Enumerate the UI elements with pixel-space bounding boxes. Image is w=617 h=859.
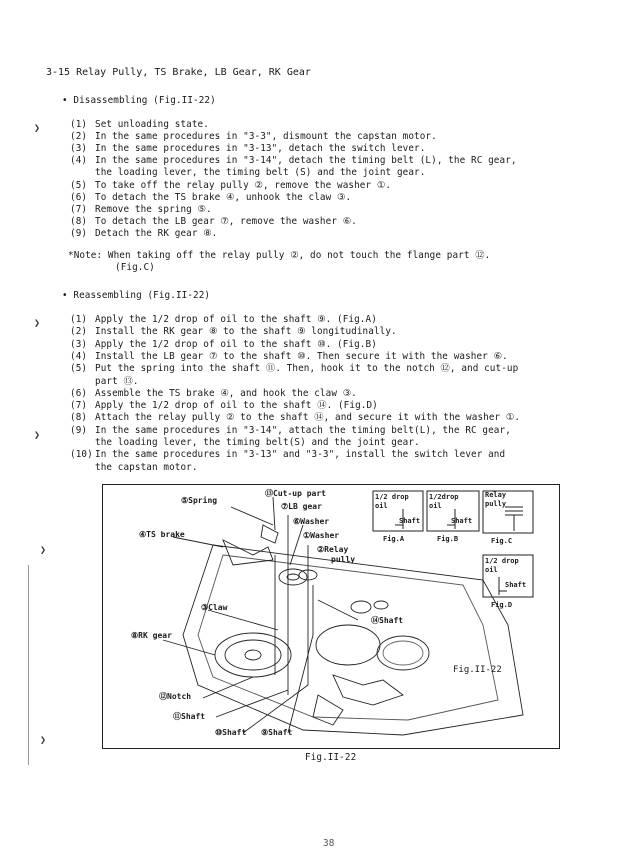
step-number: (6) (70, 191, 88, 203)
step-text: Put the spring into the shaft ⑪. Then, hook it to the notch ⑫, and cut-up (95, 363, 519, 375)
reassembling-title: • Reassembling (Fig.II-22) (62, 290, 211, 301)
step-text: To take off the relay pully ②, remove the washer ①. (95, 179, 392, 191)
margin-mark: ❯ (34, 318, 41, 329)
step-text: In the same procedures in "3-14", detach the timing belt (L), the RC gear, (95, 155, 517, 167)
step-text: In the same procedures in "3-13", detach the switch lever. (95, 143, 426, 155)
step-number: (6) (70, 387, 88, 399)
label-rk-gear: ⑧RK gear (131, 631, 172, 640)
fig-a-shaft: Shaft (399, 517, 421, 525)
step-number: (1) (70, 314, 88, 325)
fig-c-caption: Fig.C (491, 537, 513, 545)
step-text: In the same procedures in "3-14", attach the timing belt(L), the RC gear, (95, 424, 511, 436)
section-heading: 3-15 Relay Pully, TS Brake, LB Gear, RK Gear (46, 67, 311, 78)
fig-b-caption: Fig.B (437, 535, 459, 543)
step-number: (9) (70, 227, 88, 239)
step-text: the capstan motor. (95, 461, 198, 473)
disassembling-note: *Note: When taking off the relay pully ②, do not touch the flange part ⑫. (68, 250, 491, 261)
label-notch: ⑫Notch (159, 692, 192, 701)
step-text: Attach the relay pully ② to the shaft ⑭, and secure it with the washer ①. (95, 412, 521, 424)
label-spring: ⑤Spring (181, 496, 218, 505)
step-text: In the same procedures in "3-13" and "3-3", install the switch lever and (95, 449, 506, 461)
step-number: (8) (70, 412, 88, 424)
figure-frame (102, 484, 560, 749)
step-text: Assemble the TS brake ④, and hook the claw ③. (95, 387, 357, 399)
step-number: (10) (70, 449, 93, 461)
step-number: (3) (70, 143, 88, 155)
margin-mark: ❯ (34, 123, 41, 134)
figure-caption: Fig.II-22 (305, 752, 357, 763)
fig-c-relay-pully: Relay pully (485, 491, 507, 508)
step-text: Remove the spring ⑤. (95, 203, 212, 215)
fig-d-shaft: Shaft (505, 581, 527, 589)
step-number: (3) (70, 338, 88, 350)
step-text: the loading lever, the timing belt (S) and the joint gear. (95, 167, 426, 179)
spring-shape (261, 525, 278, 543)
chassis-outline (183, 545, 523, 735)
label-cutup: ⑬Cut-up part (265, 489, 326, 498)
label-shaft-9: ⑨Shaft (261, 728, 293, 737)
disassembling-title: • Disassembling (Fig.II-22) (62, 95, 216, 106)
label-ts-brake: ④TS brake (139, 530, 185, 539)
margin-mark: ❯ (40, 735, 47, 746)
fig-d-oil: 1/2 drop oil (485, 557, 519, 574)
step-number: (2) (70, 326, 88, 338)
label-claw: ③Claw (201, 603, 228, 612)
ts-brake-shape (223, 540, 273, 565)
fig-a-oil: 1/2 drop oil (375, 493, 409, 510)
step-number: (7) (70, 400, 88, 412)
label-shaft-10: ⑩Shaft (215, 728, 247, 737)
label-relay: ②Relay (317, 545, 349, 554)
step-number: (7) (70, 203, 88, 215)
fig-b-shaft: Shaft (451, 517, 473, 525)
lb-gear-shape (279, 569, 307, 585)
step-text: To detach the TS brake ④, unhook the claw ③. (95, 191, 352, 203)
step-text: Apply the 1/2 drop of oil to the shaft ⑩. (Fig.B) (95, 338, 377, 350)
margin-mark: ❯ (40, 545, 47, 556)
step-number: (1) (70, 119, 88, 130)
step-text: To detach the LB gear ⑦, remove the washer ⑥. (95, 215, 357, 227)
step-text: In the same procedures in "3-3", dismount the capstan motor. (95, 131, 437, 143)
mechanism-drawing (103, 485, 559, 748)
step-text: Detach the RK gear ⑧. (95, 227, 218, 239)
disassembling-note-ref: (Fig.C) (115, 262, 155, 273)
label-shaft-14: ⑭Shaft (371, 616, 404, 625)
label-shaft-11: ⑪Shaft (173, 712, 206, 721)
step-number: (4) (70, 155, 88, 167)
margin-rule (28, 565, 29, 765)
step-number: (4) (70, 350, 88, 362)
step-text: Apply the 1/2 drop of oil to the shaft ⑨. (Fig.A) (95, 314, 377, 325)
step-number: (5) (70, 363, 88, 375)
step-text: Install the RK gear ⑧ to the shaft ⑨ longitudinally. (95, 326, 397, 338)
fig-d-caption: Fig.D (491, 601, 513, 609)
label-washer-6: ⑥Washer (293, 517, 330, 526)
disc-left (316, 625, 380, 665)
step-number: (5) (70, 179, 88, 191)
margin-mark: ❯ (34, 430, 41, 441)
step-number: (2) (70, 131, 88, 143)
step-text: Install the LB gear ⑦ to the shaft ⑩. Then secure it with the washer ⑥. (95, 350, 508, 362)
figure-inner-caption: Fig.II-22 (453, 665, 502, 675)
step-text: part ⑬. (95, 375, 139, 387)
fig-b-oil: 1/2drop oil (429, 493, 459, 510)
step-number: (8) (70, 215, 88, 227)
label-washer-1: ①Washer (303, 531, 340, 540)
page-number: 38 (323, 838, 335, 849)
step-text: the loading lever, the timing belt(S) and the joint gear. (95, 437, 420, 448)
label-lb-gear: ⑦LB gear (281, 502, 322, 511)
fig-a-caption: Fig.A (383, 535, 405, 543)
step-text: Set unloading state. (95, 119, 209, 130)
step-text: Apply the 1/2 drop of oil to the shaft ⑭. (Fig.D) (95, 400, 378, 412)
label-pully: pully (331, 555, 356, 564)
step-number: (9) (70, 424, 88, 436)
